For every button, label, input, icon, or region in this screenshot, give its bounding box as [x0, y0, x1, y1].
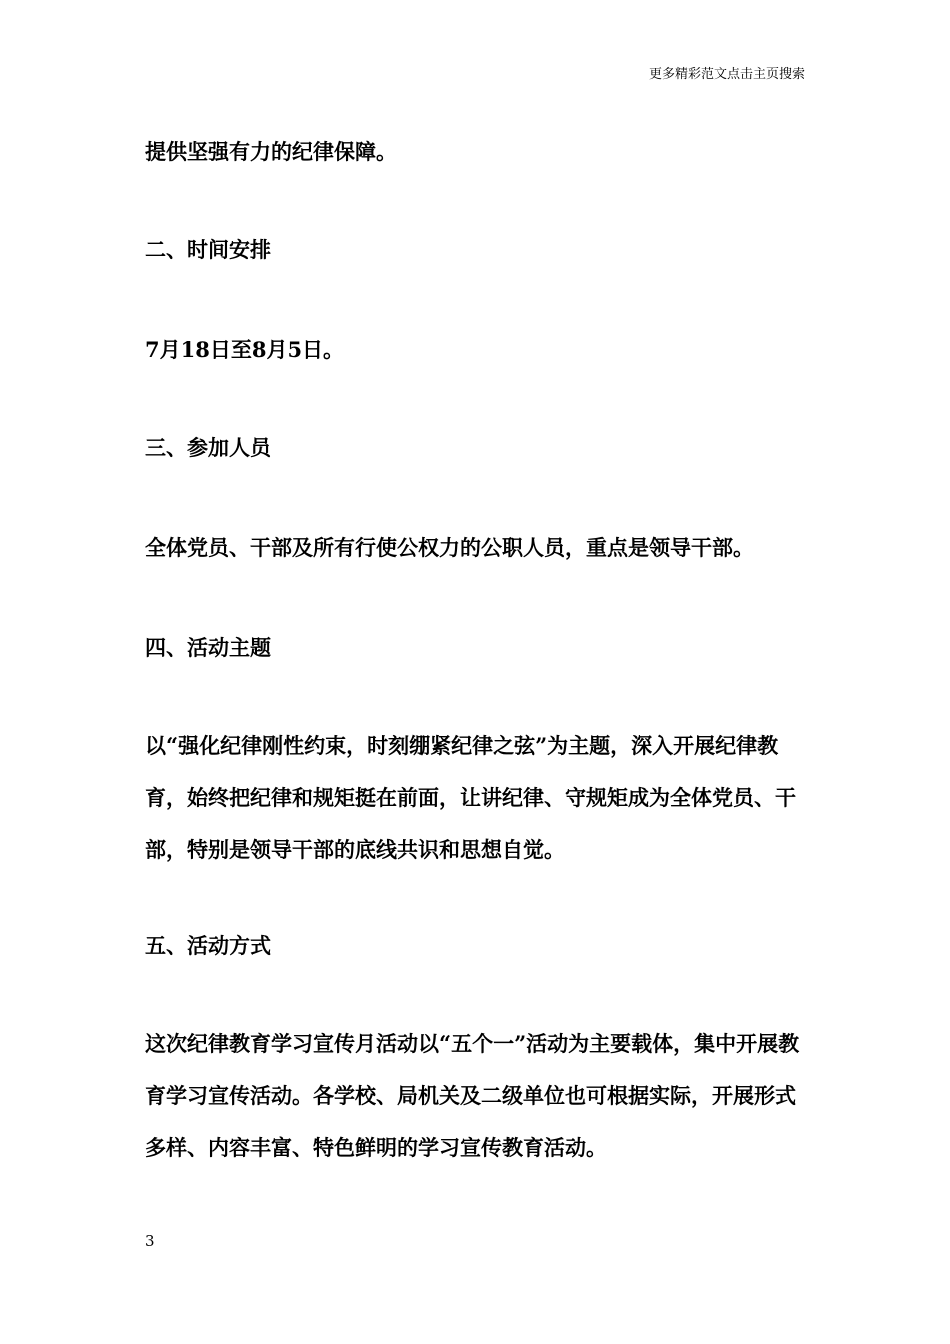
section-heading-participants: 三、参加人员: [145, 435, 271, 460]
paragraph-intro-end: 提供坚强有力的纪律保障。: [145, 139, 397, 164]
section-heading-method: 五、活动方式: [145, 933, 271, 958]
paragraph-theme: 以“强化纪律刚性约束，时刻绷紧纪律之弦”为主题，深入开展纪律教育，始终把纪律和规矩挺在前面，让讲纪律、守规矩成为全体党员、干部，特别是领导干部的底线共识和思想自觉。: [145, 733, 796, 862]
section-heading-schedule: 二、时间安排: [145, 237, 271, 262]
paragraph-participants: 全体党员、干部及所有行使公权力的公职人员，重点是领导干部。: [145, 535, 754, 560]
paragraph-schedule: 7月18日至8月5日。: [145, 337, 345, 362]
section-heading-theme: 四、活动主题: [145, 635, 271, 660]
header-note: 更多精彩范文点击主页搜索: [648, 67, 805, 82]
page-number: 3: [145, 1232, 155, 1250]
paragraph-method: 这次纪律教育学习宣传月活动以“五个一”活动为主要载体，集中开展教育学习宣传活动。各学校、局机关及二级单位也可根据实际，开展形式多样、内容丰富、特色鲜明的学习宣传教育活动。: [145, 1031, 800, 1160]
